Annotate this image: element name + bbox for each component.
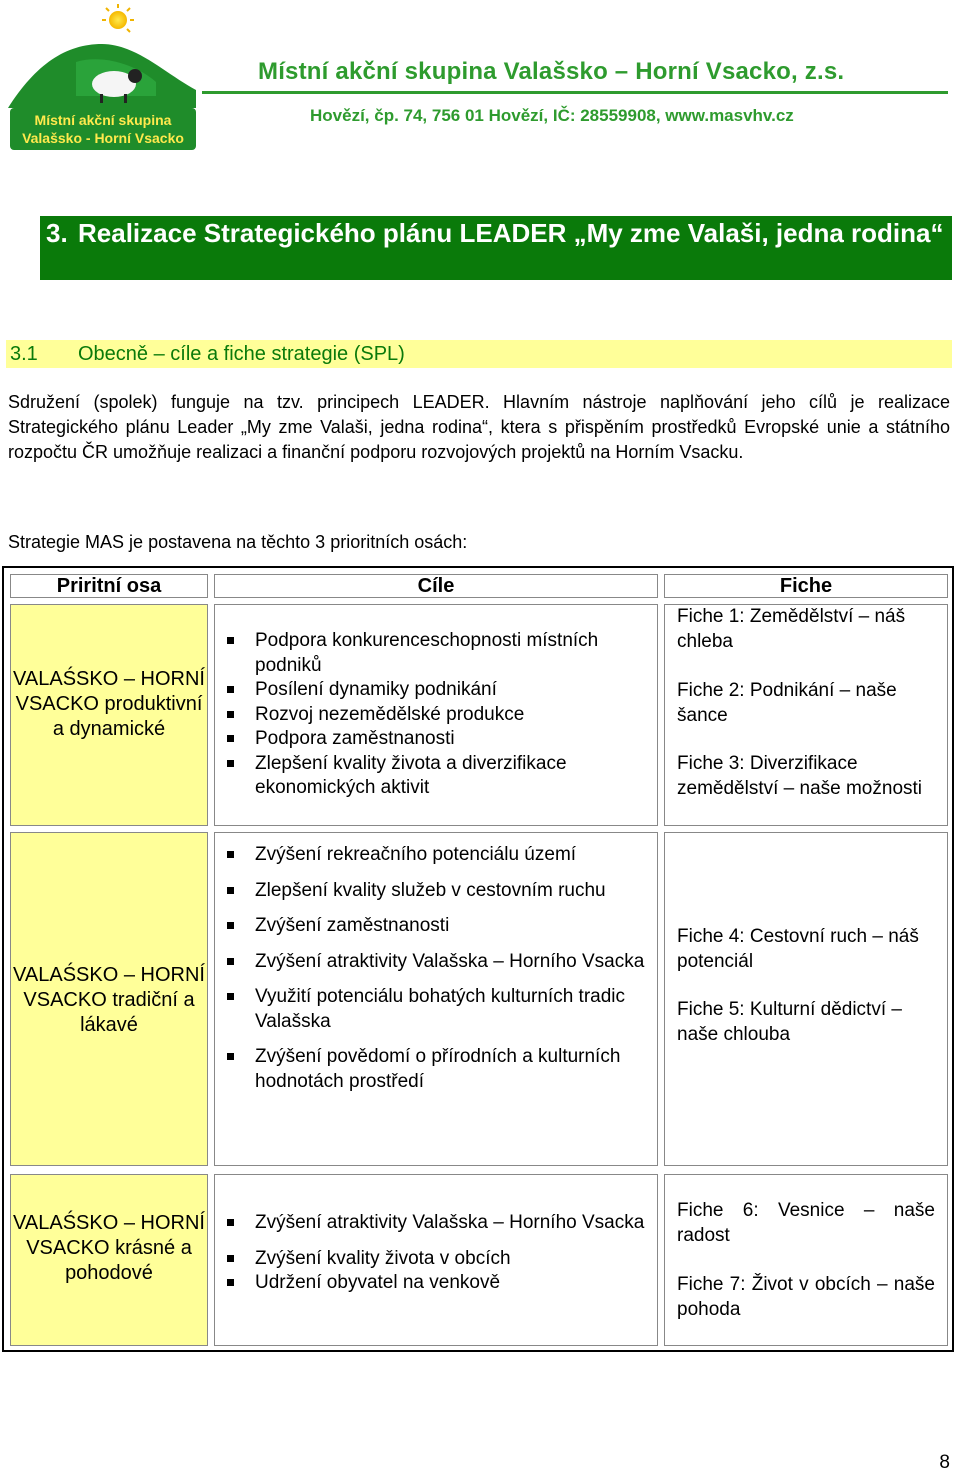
header-divider [202,91,948,94]
organization-address: Hovězí, čp. 74, 756 01 Hovězí, IČ: 28559908, www.masvhv.cz [310,106,794,125]
subsection-title-text: Obecně – cíle a fiche strategie (SPL) [78,343,405,365]
fiche-item: Fiche 4: Cestovní ruch – náš potenciál [677,926,919,972]
header-fiche: Fiche [664,574,948,598]
goals-cell-3 [214,1174,658,1346]
subsection-title [6,340,952,368]
goals-cell-1 [214,604,658,826]
axis-cell-2 [10,832,208,1166]
intro-paragraph: Sdružení (spolek) funguje na tzv. principech LEADER. Hlavním nástroje naplňování jeho cílů je realizace Strategického plánu Leader „My zme Valaši, jedna rodina“, ktera s přispěním prostředků Evropské unie a státního rozpočtu ČR umožňuje realizaci a finanční podporu rozvojových projektů na Horním Vsacku. [8,392,950,462]
list-item: Udržení obyvatel na venkově [215,1271,657,1296]
sun-icon [102,4,134,32]
organization-name: Místní akční skupina Valašsko – Horní Vsacko, z.s. [258,58,845,85]
fiche-item: Fiche 1: Zemědělství – náš chleba [677,606,906,652]
fiche-cell-3 [664,1174,948,1346]
page-number: 8 [939,1452,950,1473]
axis-label: VALAŚSKO – HORNÍ VSACKO produktivní a dynamické [13,668,205,740]
subsection-number: 3.1 [10,343,38,365]
svg-text:Místní akční skupina: Místní akční skupina [34,112,172,128]
fiche-item: Fiche 6: Vesnice – naše radost [677,1200,935,1246]
list-item: Podpora zaměstnanosti [215,727,657,752]
svg-text:Valašsko - Horní Vsacko: Valašsko - Horní Vsacko [22,130,184,146]
axis-label: VALAŚSKO – HORNÍ VSACKO tradiční a lákavé [13,964,205,1036]
section-title-text: Realizace Strategického plánu LEADER „My zme Valaši, jedna rodina“ [78,218,944,248]
list-item: Rozvoj nezemědělské produkce [215,703,657,728]
list-item: Posílení dynamiky podnikání [215,678,657,703]
fiche-item: Fiche 2: Podnikání – naše šance [677,680,897,726]
list-item: Zvýšení atraktivity Valašska – Horního Vsacka [215,950,657,975]
section-title [40,216,952,280]
fiche-item: Fiche 3: Diverzifikace zemědělství – naše možnosti [677,753,923,799]
organization-logo [6,4,198,152]
fiche-cell-1 [664,604,948,826]
list-item: Zvýšení atraktivity Valašska – Horního Vsacka [215,1211,657,1236]
fiche-item: Fiche 5: Kulturní dědictví – naše chlouba [677,999,902,1045]
strategy-paragraph: Strategie MAS je postavena na těchto 3 prioritních osách: [8,532,468,552]
list-item: Využití potenciálu bohatých kulturních tradic Valašska [215,985,657,1034]
list-item: Zlepšení kvality služeb v cestovním ruchu [215,879,657,904]
list-item: Zvýšení zaměstnanosti [215,914,657,939]
strategy-table [2,566,954,1352]
axis-cell-3 [10,1174,208,1346]
list-item: Zvýšení kvality života v obcích [215,1247,657,1272]
fiche-cell-2 [664,832,948,1166]
header-axis: Priritní osa [10,574,208,598]
goals-list [215,843,657,1094]
fiche-item: Fiche 7: Život v obcích – naše pohoda [677,1274,935,1320]
goals-cell-2 [214,832,658,1166]
axis-cell-1 [10,604,208,826]
axis-label: VALAŚSKO – HORNÍ VSACKO krásné a pohodové [13,1212,205,1284]
goals-list [215,1211,657,1296]
list-item: Zlepšení kvality života a diverzifikace ekonomických aktivit [215,752,657,801]
goals-list [215,629,657,801]
list-item: Zvýšení povědomí o přírodních a kulturních hodnotách prostředí [215,1045,657,1094]
list-item: Podpora konkurenceschopnosti místních podniků [215,629,657,678]
list-item: Zvýšení rekreačního potenciálu území [215,843,657,868]
section-number: 3. [46,218,68,248]
header-goals: Cíle [214,574,658,598]
